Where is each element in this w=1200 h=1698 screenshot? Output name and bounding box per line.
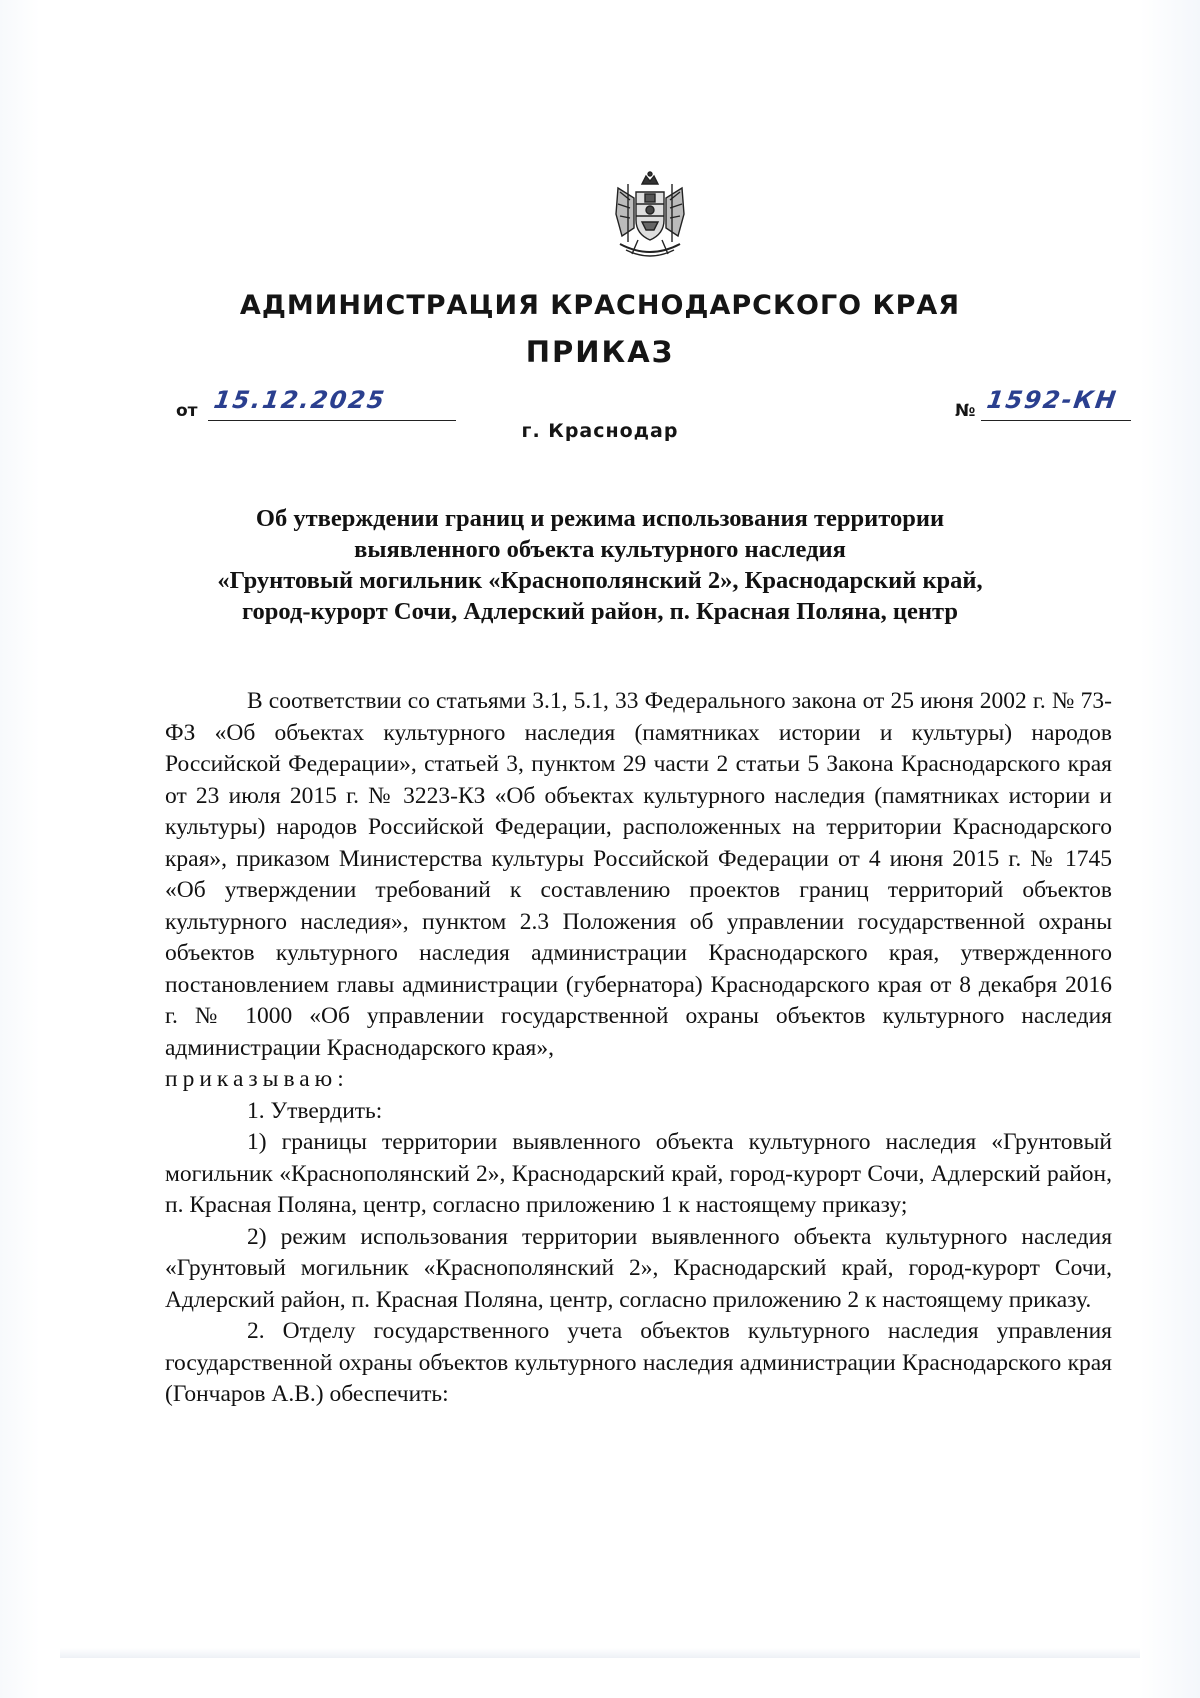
- handwritten-date: 15.12.2025: [211, 386, 388, 414]
- item-1-1: 1) границы территории выявленного объекта культурного наследия «Грунтовый могильник «Краснополянский 2», Краснодарский край, город-курорт Сочи, Адлерский район, п. Красная Поляна, центр, согласно приложению 1 к настоящему приказу;: [165, 1129, 1112, 1218]
- handwritten-number: 1592-КН: [985, 386, 1120, 414]
- number-line: [981, 386, 1131, 421]
- preamble-paragraph: В соответствии со статьями 3.1, 5.1, 33 Федерального закона от 25 июня 2002 г. № 73-ФЗ «Об объектах культурного наследия (памятниках истории и культуры) народов Российской Федерации», статьей 3, пунктом 29 части 2 статьи 5 Закона Краснодарского края от 23 июля 2015 г. № 3223-КЗ «Об объектах культурного наследия (памятниках истории и культуры) народов Российской Федерации, расположенных на территории Краснодарского края», приказом Министерства культуры Российской Федерации от 4 июня 2015 г. № 1745 «Об утверждении требований к составлению проектов границ территорий объектов культурного наследия», пунктом 2.3 Положения об управлении государственной охраны объектов культурного наследия администрации Краснодарского края, утвержденного постановлением главы администрации (губернатора) Краснодарского края от 8 декабря 2016 г. № 1000 «Об управлении государственной охраны объектов культурного наследия администрации Краснодарского края»,: [165, 688, 1112, 1061]
- heading-line: выявленного объекта культурного наследия: [354, 536, 846, 563]
- document-heading: [150, 503, 1050, 627]
- coat-of-arms-icon: [608, 170, 692, 262]
- number-label: №: [955, 401, 976, 421]
- document-type: ПРИКАЗ: [525, 335, 675, 369]
- item-1: 1. Утвердить:: [247, 1097, 383, 1124]
- date-field: [176, 386, 456, 421]
- item-1-2: 2) режим использования территории выявленного объекта культурного наследия «Грунтовый могильник «Краснополянский 2», Краснодарский край, город-курорт Сочи, Адлерский район, п. Красная Поляна, центр, согласно приложению 2 к настоящему приказу.: [165, 1223, 1112, 1313]
- document-body: [165, 686, 1112, 1411]
- heading-line: город-курорт Сочи, Адлерский район, п. Красная Поляна, центр: [242, 598, 958, 625]
- item-2: 2. Отделу государственного учета объектов культурного наследия управления государственной охраны объектов культурного наследия администрации Краснодарского края (Гончаров А.В.) обеспечить:: [165, 1318, 1112, 1407]
- number-field: [955, 386, 1131, 421]
- organization-name: АДМИНИСТРАЦИЯ КРАСНОДАРСКОГО КРАЯ: [239, 290, 961, 321]
- city: г. Краснодар: [521, 420, 679, 442]
- heading-line: «Грунтовый могильник «Краснополянский 2», Краснодарский край,: [217, 567, 983, 594]
- date-line: [208, 386, 456, 421]
- date-label: от: [176, 401, 198, 421]
- scan-shadow: [60, 1648, 1140, 1658]
- heading-line: Об утверждении границ и режима использования территории: [255, 505, 945, 532]
- order-word: приказываю:: [165, 1066, 349, 1092]
